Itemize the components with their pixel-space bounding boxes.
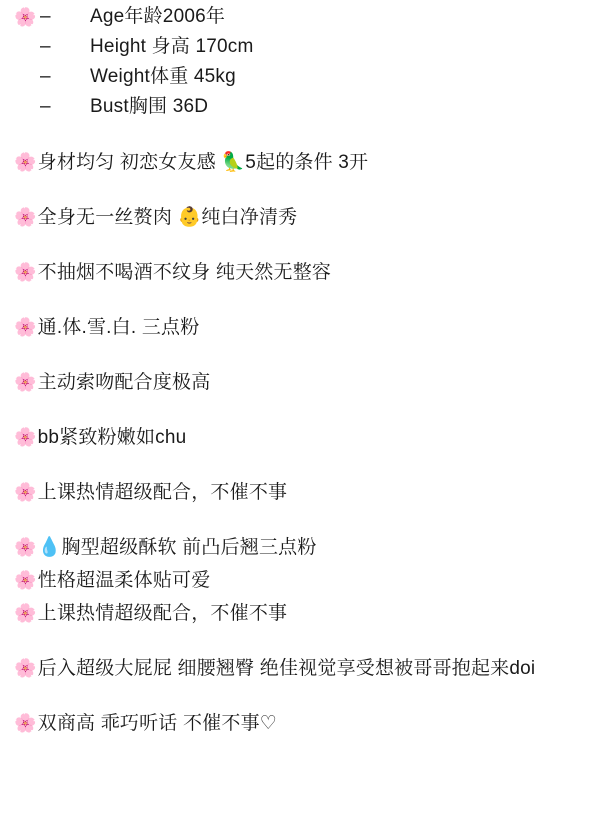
spacer [14,122,586,148]
flower-icon: 🌸 [14,603,37,623]
list-item [14,62,586,92]
list-item-label: Weight体重 45kg [90,66,236,87]
text-line [14,423,586,452]
text-line [14,654,586,683]
text-line [14,148,586,177]
list-item-label: Age年龄2006年 [90,6,226,27]
dash-marker: – [40,6,51,27]
spacer [14,507,586,533]
list-item [14,92,586,122]
text-line-content: 上课热情超级配合，不催不事 [37,482,288,503]
flower-icon: 🌸 [14,427,37,447]
list-item [14,2,586,32]
text-line [14,258,586,287]
list-item-label: Bust胸围 36D [90,96,209,117]
text-line-content: 后入超级大屁屁 细腰翘臀 绝佳视觉享受想被哥哥抱起来doi [37,658,536,679]
flower-icon: 🌸 [14,658,37,678]
text-line [14,566,586,595]
spacer [14,628,586,654]
spacer [14,397,586,423]
dash-marker: – [40,36,51,57]
text-line-content: 身材均匀 初恋女友感 🦜5起的条件 3开 [37,152,369,173]
dash-marker: – [40,96,51,117]
flower-icon: 🌸 [14,207,37,227]
specs-list [14,0,586,122]
text-line [14,203,586,232]
flower-icon: 🌸 [14,570,37,590]
flower-icon: 🌸 [14,537,37,557]
text-line-content: 双商高 乖巧听话 不催不事♡ [37,713,278,734]
flower-icon: 🌸 [14,262,37,282]
flower-icon: 🌸 [14,372,37,392]
text-line-content: 性格超温柔体贴可爱 [37,570,211,591]
text-line [14,313,586,342]
list-item-label: Height 身高 170cm [90,36,254,57]
text-line-content: 通.体.雪.白. 三点粉 [37,317,200,338]
spacer [14,452,586,478]
spacer [14,232,586,258]
text-line [14,709,586,738]
text-line-content: 💧胸型超级酥软 前凸后翘三点粉 [37,537,317,558]
text-line [14,478,586,507]
flower-icon: 🌸 [14,152,37,172]
spacer [14,683,586,709]
spacer [14,342,586,368]
list-item [14,32,586,62]
flower-icon: 🌸 [14,7,37,27]
flower-icon: 🌸 [14,482,37,502]
text-line-content: 全身无一丝赘肉 👶纯白净清秀 [37,207,298,228]
text-line [14,599,586,628]
text-line-content: 主动索吻配合度极高 [37,372,211,393]
text-line-content: 不抽烟不喝酒不纹身 纯天然无整容 [37,262,332,283]
spacer [14,177,586,203]
flower-icon: 🌸 [14,317,37,337]
text-line [14,533,586,562]
text-line-content: bb紧致粉嫩如chu [37,427,187,448]
spacer [14,287,586,313]
text-line [14,368,586,397]
dash-marker: – [40,66,51,87]
text-line-content: 上课热情超级配合，不催不事 [37,603,288,624]
flower-icon: 🌸 [14,713,37,733]
